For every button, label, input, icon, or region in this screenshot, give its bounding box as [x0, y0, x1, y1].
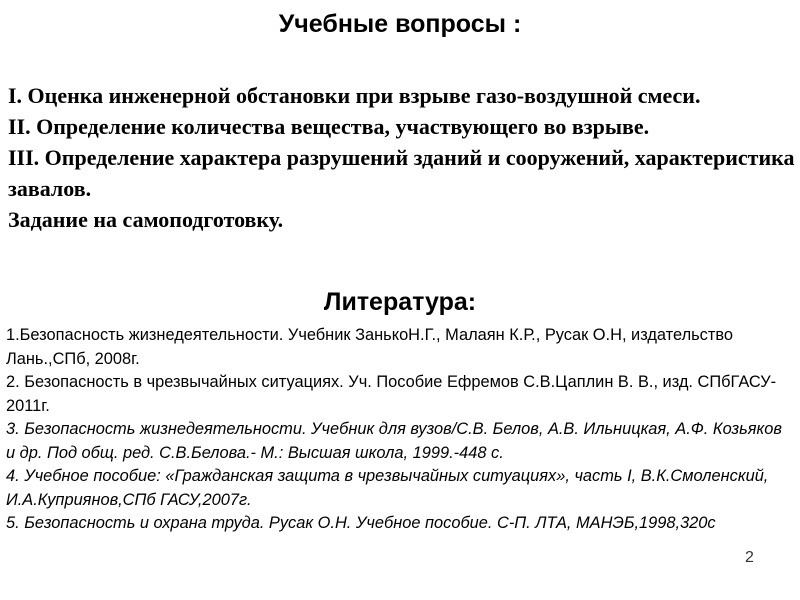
literature-heading: Литература:: [323, 288, 477, 316]
reference-item: 1.Безопасность жизнедеятельности. Учебник ЗанькоН.Г., Малаян К.Р., Русак О.Н, издательство Лань.,СПб, 2008г.: [6, 326, 734, 368]
self-study-assignment: Задание на самоподготовку.: [8, 207, 284, 232]
page-number: 2: [745, 549, 754, 566]
study-question: I. Оценка инженерной обстановки при взрыве газо-воздушной смеси.: [8, 83, 701, 108]
literature-list: [6, 324, 786, 536]
study-question: II. Определение количества вещества, участвующего во взрыве.: [8, 114, 650, 139]
study-question: III. Определение характера разрушений зданий и сооружений, характеристика завалов.: [8, 145, 795, 201]
study-questions-list: [8, 80, 798, 235]
reference-item: 3. Безопасность жизнедеятельности. Учебник для вузов/С.В. Белов, А.В. Ильницкая, А.Ф. Козьяков и др. Под общ. ред. С.В.Белова.- М.: Высшая школа, 1999.-448 с.: [6, 420, 782, 462]
slide-title: Учебные вопросы :: [278, 10, 522, 38]
reference-item: 2. Безопасность в чрезвычайных ситуациях. Уч. Пособие Ефремов С.В.Цаплин В. В., изд. СПбГАСУ- 2011г.: [6, 373, 777, 415]
reference-item: 5. Безопасность и охрана труда. Русак О.Н. Учебное пособие. С-П. ЛТА, МАНЭБ,1998,320с: [6, 514, 716, 532]
reference-item: 4. Учебное пособие: «Гражданская защита в чрезвычайных ситуациях», часть I, В.К.Смоленский, И.А.Куприянов,СПб ГАСУ,2007г.: [6, 467, 769, 509]
